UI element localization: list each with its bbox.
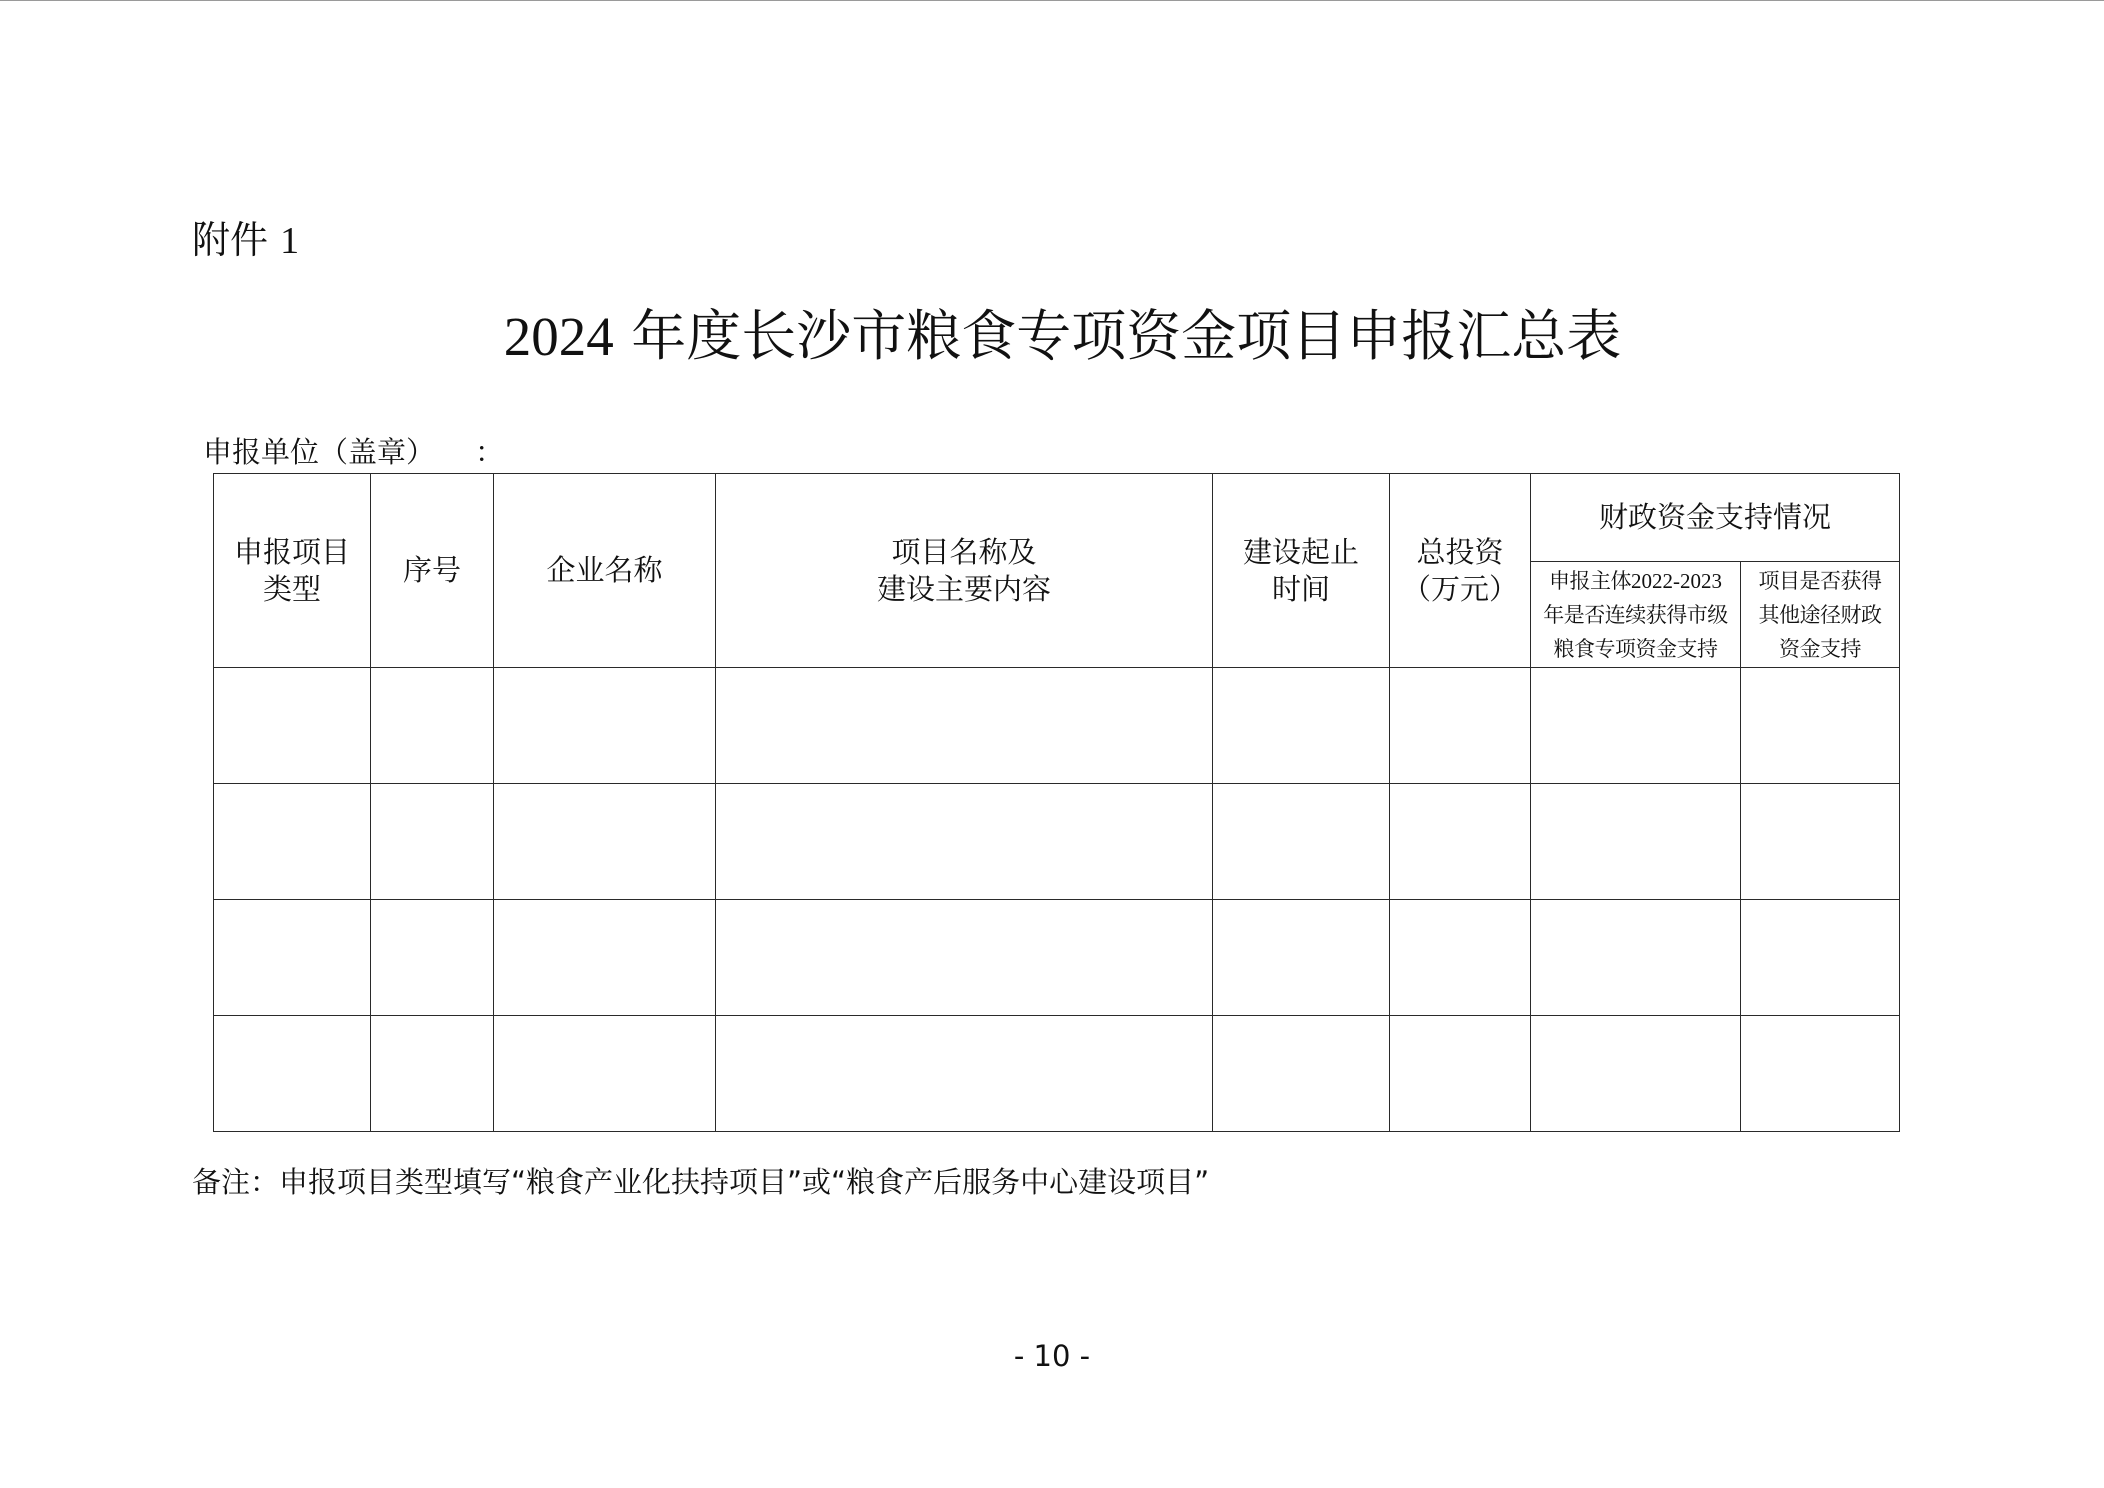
title-year: 2024 [503,306,614,367]
header-fiscal-group-text: 财政资金支持情况 [1599,500,1832,534]
table-header-row [214,474,1900,562]
header-construction-period [1213,474,1390,668]
header-fiscal-support-group [1531,474,1900,562]
table-cell[interactable] [494,1016,716,1132]
table-cell[interactable] [214,784,371,900]
header-sub1-prefix: 申报主体 [1549,568,1631,593]
table-cell[interactable] [214,668,371,784]
header-sub2-line3: 资金支持 [1779,636,1861,661]
page-top-border [0,0,2104,1]
table-cell[interactable] [716,784,1213,900]
table-cell[interactable] [1741,1016,1900,1132]
header-project-line2: 建设主要内容 [876,571,1051,606]
header-other-support [1741,562,1900,668]
header-period-line2: 时间 [1271,571,1330,606]
header-period-line1: 建设起止 [1242,534,1359,569]
table-cell[interactable] [214,1016,371,1132]
table-cell[interactable] [1531,668,1741,784]
header-serial-no [371,474,494,668]
header-sub1-line3: 粮食专项资金支持 [1553,636,1718,661]
attachment-number: 1 [280,220,300,262]
header-company-name [494,474,716,668]
table-cell[interactable] [1390,1016,1531,1132]
document-title [0,296,2104,377]
table-cell[interactable] [716,668,1213,784]
header-investment-line2: （万元） [1401,571,1518,606]
table-cell[interactable] [1741,784,1900,900]
table-cell[interactable] [494,668,716,784]
table-cell[interactable] [1213,900,1390,1016]
header-sub2-line2: 其他途径财政 [1758,602,1882,627]
attachment-label-text: 附件 [192,218,269,262]
header-company-name-text: 企业名称 [546,553,663,587]
header-investment-line1: 总投资 [1416,534,1504,569]
table-cell[interactable] [1741,900,1900,1016]
table-cell[interactable] [214,900,371,1016]
table-cell[interactable] [1531,1016,1741,1132]
footnote: 备注：申报项目类型填写“粮食产业化扶持项目”或“粮食产后服务中心建设项目” [192,1165,1210,1199]
header-sub1-line1 [1531,564,1740,598]
attachment-label [192,212,299,269]
table-cell[interactable] [1213,1016,1390,1132]
table-cell[interactable] [1741,668,1900,784]
header-project-content [716,474,1213,668]
summary-table [213,473,1900,1132]
header-serial-no-text: 序号 [402,553,461,587]
table-cell[interactable] [1390,784,1531,900]
header-sub2-line1: 项目是否获得 [1758,568,1882,593]
table-cell[interactable] [716,900,1213,1016]
header-project-type-line1: 申报项目 [233,534,350,569]
table-row [214,668,1900,784]
header-sub1-line2: 年是否连续获得市级 [1543,602,1728,627]
header-total-investment [1390,474,1531,668]
table-cell[interactable] [1213,668,1390,784]
header-sub1-year: 2022-2023 [1631,568,1722,593]
header-project-line1: 项目名称及 [891,534,1037,569]
table-cell[interactable] [371,668,494,784]
title-text: 年度长沙市粮食专项资金项目申报汇总表 [631,304,1622,368]
header-consecutive-support [1531,562,1741,668]
header-project-type-line2: 类型 [262,571,321,606]
table-cell[interactable] [1213,784,1390,900]
table-cell[interactable] [494,900,716,1016]
table-cell[interactable] [716,1016,1213,1132]
table-cell[interactable] [1531,784,1741,900]
table-cell[interactable] [1390,668,1531,784]
table-row [214,1016,1900,1132]
header-project-type [214,474,371,668]
page-number: - 10 - [1013,1339,1091,1373]
table-cell[interactable] [494,784,716,900]
table-row [214,900,1900,1016]
table-cell[interactable] [371,900,494,1016]
table-cell[interactable] [371,1016,494,1132]
table-cell[interactable] [1531,900,1741,1016]
table-cell[interactable] [1390,900,1531,1016]
applicant-line [203,430,504,474]
table-row [214,784,1900,900]
applicant-colon: ： [475,435,505,469]
table-cell[interactable] [371,784,494,900]
applicant-label: 申报单位（盖章） [203,435,436,469]
